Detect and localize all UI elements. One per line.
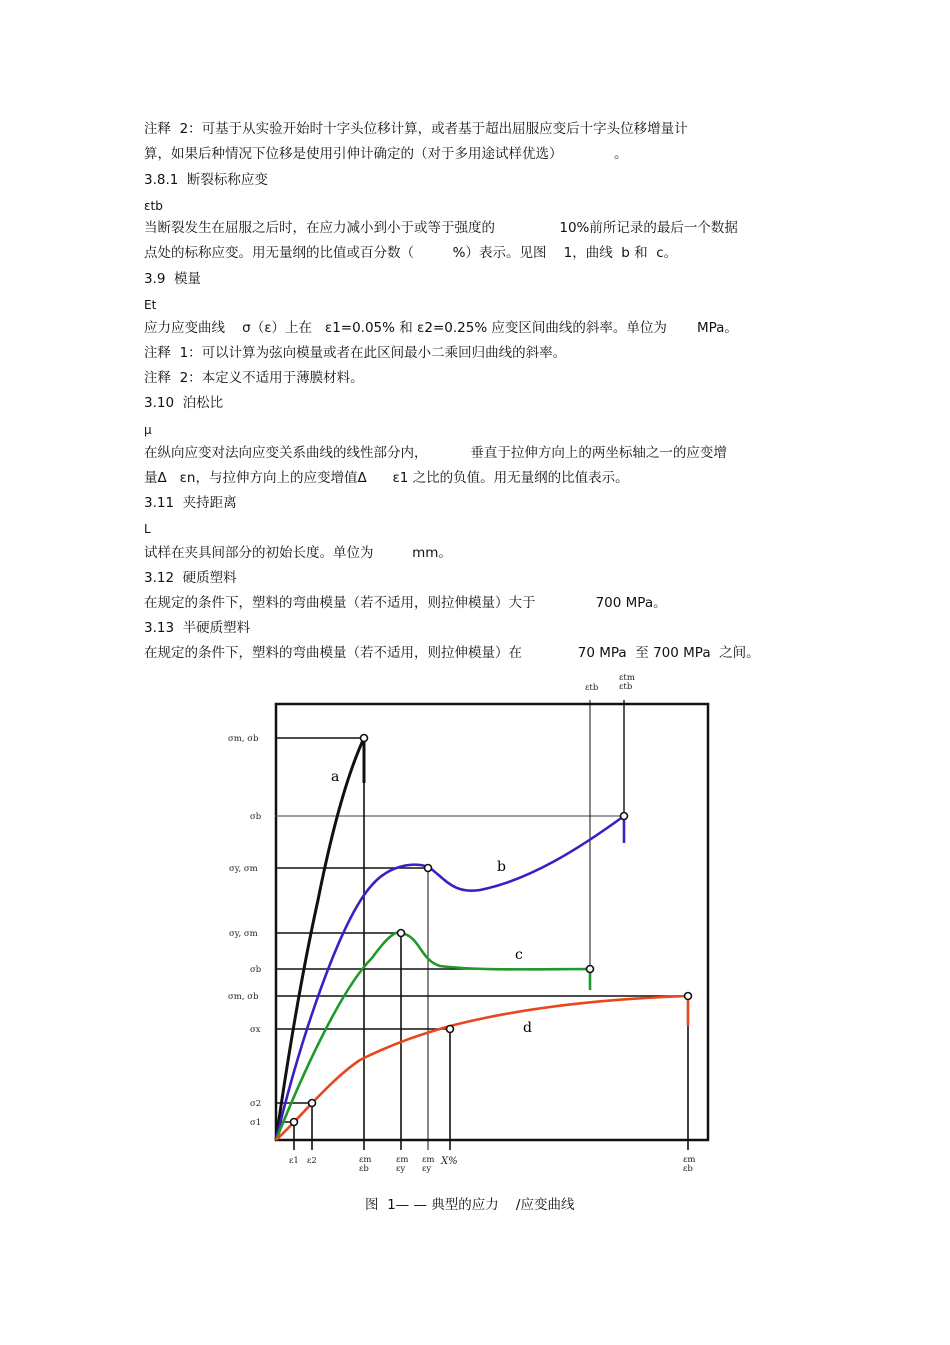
x-label-e2: ε2: [307, 1156, 317, 1166]
y-label-sm-sb-2: σm, σb: [228, 992, 259, 1002]
note2-line1: 注释 2：可基于从实验开始时十字头位移计算，或者基于超出屈服应变后十字头位移增量计: [144, 121, 688, 137]
section-3-13-line1: 在规定的条件下，塑料的弯曲模量（若不适用，则拉伸模量）在 70 MPa 至 700 MPa 之间。: [144, 645, 760, 661]
section-3-8-1-line1: 当断裂发生在屈服之后时，在应力减小到小于或等于强度的 10%前所记录的最后一个数据: [144, 220, 738, 236]
x-label-em-eb-2: εm εb: [683, 1155, 696, 1174]
y-label-sm-sb: σm, σb: [228, 734, 259, 744]
section-3-10-line1: 在纵向应变对法向应变关系曲线的线性部分内， 垂直于拉伸方向上的两坐标轴之一的应变增: [144, 445, 727, 461]
stress-axis-labels: [228, 734, 262, 1128]
curve-label-a: a: [331, 769, 340, 785]
curve-label-c: c: [515, 947, 523, 963]
curve-label-b: b: [497, 859, 506, 875]
note2-line2: 算，如果后种情况下位移是使用引伸计确定的（对于多用途试样优选） 。: [144, 146, 628, 162]
section-3-8-1-line2: 点处的标称应变。用无量纲的比值或百分数（ %）表示。见图 1，曲线 b 和 c。: [144, 245, 678, 261]
section-3-12-title: 3.12 硬质塑料: [144, 570, 237, 586]
section-3-12-line1: 在规定的条件下，塑料的弯曲模量（若不适用，则拉伸模量）大于 700 MPa。: [144, 595, 667, 611]
section-3-11-title: 3.11 夹持距离: [144, 495, 237, 511]
section-3-11-line1: 试样在夹具间部分的初始长度。单位为 mm。: [144, 545, 452, 561]
symbol-et: Et: [144, 298, 157, 312]
symbol-l: L: [144, 522, 151, 536]
section-3-9-title: 3.9 模量: [144, 271, 202, 287]
x-label-x-percent: X%: [441, 1156, 458, 1167]
curve-d: [276, 996, 688, 1140]
section-3-10-title: 3.10 泊松比: [144, 395, 224, 411]
section-3-8-1-title: 3.8.1 断裂标称应变: [144, 172, 268, 188]
top-label-etm-etb: εtm εtb: [619, 673, 635, 692]
strain-axis-labels: [289, 673, 695, 1174]
section-3-9-note1: 注释 1：可以计算为弦向模量或者在此区间最小二乘回归曲线的斜率。: [144, 345, 567, 361]
y-label-sb: σb: [250, 812, 262, 822]
y-label-sy-sm-2: σy, σm: [229, 929, 258, 939]
x-label-em-eb: εm εb: [359, 1155, 372, 1174]
symbol-etb: εtb: [144, 199, 163, 213]
section-3-13-title: 3.13 半硬质塑料: [144, 620, 251, 636]
section-3-9-line1: 应力应变曲线 σ（ε）上在 ε1=0.05% 和 ε2=0.25% 应变区间曲线的斜率。单位为 MPa。: [144, 320, 738, 336]
y-label-sb-2: σb: [250, 965, 262, 975]
section-3-9-note2: 注释 2：本定义不适用于薄膜材料。: [144, 370, 364, 386]
x-label-em-ey: εm εy: [396, 1155, 409, 1174]
y-label-s1: σ1: [250, 1118, 262, 1128]
top-label-etb: εtb: [585, 683, 599, 693]
curve-label-d: d: [523, 1020, 532, 1036]
x-label-em-ey-2: εm εy: [422, 1155, 435, 1174]
figure-caption: 图 1— — 典型的应力 /应变曲线: [365, 1197, 575, 1213]
y-label-sy-sm: σy, σm: [229, 864, 258, 874]
stress-reference-lines: [276, 738, 688, 1122]
y-label-sx: σx: [250, 1025, 261, 1035]
section-3-10-line2: 量Δ εn，与拉伸方向上的应变增值Δ ε1 之比的负值。用无量纲的比值表示。: [144, 470, 629, 486]
curve-a: [276, 738, 364, 1140]
symbol-mu: μ: [144, 423, 152, 437]
curve-c: [276, 932, 590, 1140]
x-label-e1: ε1: [289, 1156, 299, 1166]
y-label-s2: σ2: [250, 1099, 262, 1109]
